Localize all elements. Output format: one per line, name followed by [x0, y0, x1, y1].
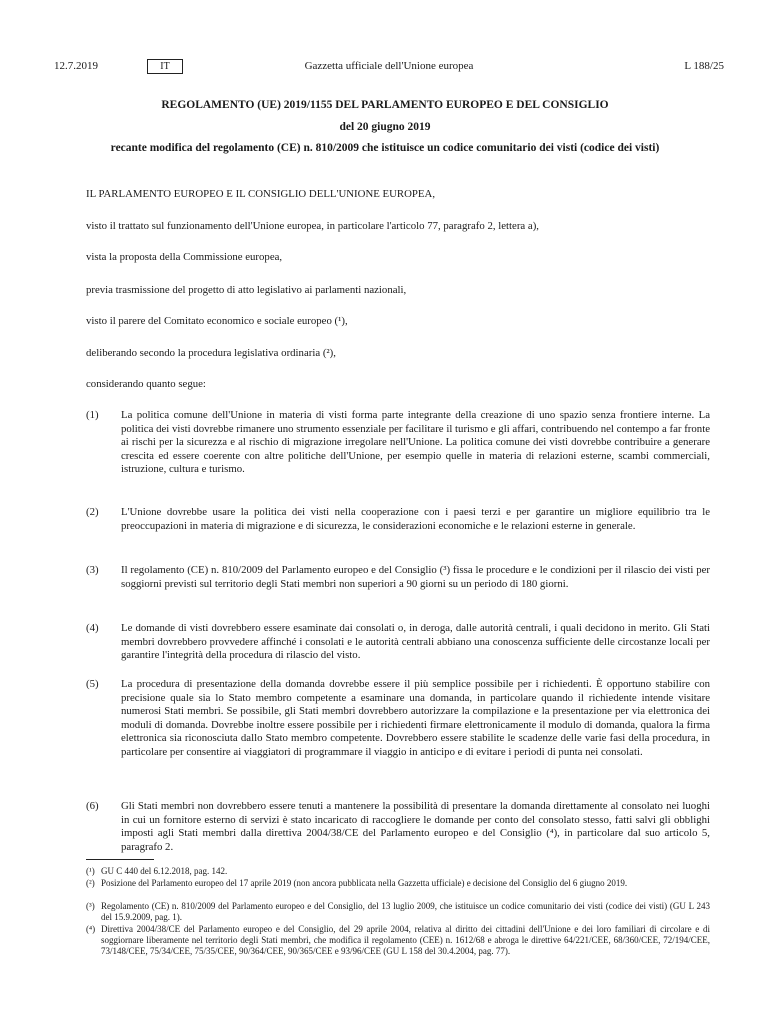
recital-text: La procedura di presentazione della domanda dovrebbe essere il più semplice possibile per i richiedenti. È opportuno stabilire con precisione quale sia lo Stato membro competente a esaminare una domanda, in particolare quando il richiedente intende visitare numerosi Stati membri. Se possibile, gli Stati membri dovrebbero autorizzare la compilazione e la presentazione per via elettronica dei moduli di domanda. Dovrebbe inoltre essere possibile per i richiedenti firmare elettronicamente il modulo di domanda, qualora la firma elettronica sia riconosciuta dallo Stato membro competente. Dovrebbero essere stabilite le scadenze delle varie fasi della procedura, in particolare per consentire ai viaggiatori di programmare il viaggio in anticipo e di evitare i periodi di punta nei consolati.: [121, 678, 710, 758]
preamble-line: vista la proposta della Commissione europea,: [86, 251, 283, 263]
footnote-number: (²): [86, 878, 95, 888]
regulation-date: del 20 giugno 2019: [339, 121, 431, 133]
recital-number: (3): [86, 564, 99, 576]
recital-text: La politica comune dell'Unione in materia di visti forma parte integrante della creazione di uno spazio senza frontiere interne. La politica dei visti dovrebbe rimanere uno strumento essenziale per facilitare il turismo e gli affari, contribuendo nel contempo a far fronte ai rischi per la sicurezza e al rischio di migrazione irregolare nell'Unione. La politica comune dei visti dovrebbe contribuire a generare crescita ed essere coerente con altre politiche dell'Unione, per esempio quelle in materia di relazioni esterne, scambi commerciali, istruzione, cultura e turismo.: [121, 409, 710, 475]
footnote: [86, 866, 710, 877]
regulation-subject: recante modifica del regolamento (CE) n. 810/2009 che istituisce un codice comunitario dei visti (codice dei visti): [110, 142, 660, 154]
recital-text: L'Unione dovrebbe usare la politica dei visti nella cooperazione con i paesi terzi e per garantire un migliore equilibrio tra le preoccupazioni in materia di migrazione e di sicurezza, le considerazioni economiche e le relazioni esterne in generale.: [121, 506, 710, 532]
publication-date: 12.7.2019: [54, 60, 98, 72]
regulation-title: REGOLAMENTO (UE) 2019/1155 DEL PARLAMENTO EUROPEO E DEL CONSIGLIO: [161, 99, 609, 111]
footnote-text: Posizione del Parlamento europeo del 17 aprile 2019 (non ancora pubblicata nella Gazzetta ufficiale) e decisione del Consiglio del 6 giugno 2019.: [101, 878, 628, 888]
footnote-text: Direttiva 2004/38/CE del Parlamento europeo e del Consiglio, del 29 aprile 2004, relativa al diritto dei cittadini dell'Unione e dei loro familiari di circolare e di soggiornare liberamente nel territorio degli Stati membri, che modifica il regolamento (CEE) n. 1612/68 e abroga le direttive 64/221/CEE, 68/360/CEE, 72/194/CEE, 73/148/CEE, 75/34/CEE, 75/35/CEE, 90/364/CEE, 90/365/CEE e 93/96/CEE (GU L 158 del 30.4.2004, pag. 77).: [101, 924, 710, 956]
language-badge: IT: [147, 59, 183, 74]
preamble-line: visto il parere del Comitato economico e sociale europeo (¹),: [86, 315, 348, 327]
footnote: [86, 878, 710, 889]
preamble-line: considerando quanto segue:: [86, 378, 206, 390]
footnote-divider: [86, 859, 154, 860]
footnote-number: (³): [86, 901, 95, 911]
recital-text: Gli Stati membri non dovrebbero essere tenuti a mantenere la possibilità di presentare la domanda direttamente al consolato nei luoghi in cui un fornitore esterno di servizi è stato incaricato di raccogliere le domande per conto del consolato stesso, fatti salvi gli obblighi imposti agli Stati membri dalla direttiva 2004/38/CE del Parlamento europeo e del Consiglio (⁴), in particolare dal suo articolo 5, paragrafo 2.: [121, 800, 710, 853]
footnote-number: (¹): [86, 866, 95, 876]
recital: [86, 564, 710, 591]
preamble-line: IL PARLAMENTO EUROPEO E IL CONSIGLIO DELL'UNIONE EUROPEA,: [86, 188, 436, 200]
preamble-line: visto il trattato sul funzionamento dell'Unione europea, in particolare l'articolo 77, paragrafo 2, lettera a),: [86, 220, 539, 232]
recital-number: (1): [86, 409, 99, 421]
recital-number: (4): [86, 622, 99, 634]
preamble-line: previa trasmissione del progetto di atto legislativo ai parlamenti nazionali,: [86, 284, 407, 296]
publication-name: Gazzetta ufficiale dell'Unione europea: [304, 60, 474, 72]
page-header: [54, 60, 724, 76]
recital: [86, 409, 710, 477]
recital-number: (5): [86, 678, 99, 690]
recital: [86, 622, 710, 663]
recital-number: (2): [86, 506, 99, 518]
recital-number: (6): [86, 800, 99, 812]
preamble-line: deliberando secondo la procedura legislativa ordinaria (²),: [86, 347, 336, 359]
recital: [86, 800, 710, 854]
recital-text: Le domande di visti dovrebbero essere esaminate dai consolati o, in deroga, dalle autorità centrali, i quali decidono in merito. Gli Stati membri dovrebbero provvedere affinché i consolati e le autorità centrali abbiano una conoscenza sufficiente delle circostanze locali per garantire l'integrità della procedura di rilascio del visto.: [121, 622, 710, 661]
footnote-text: GU C 440 del 6.12.2018, pag. 142.: [101, 866, 228, 876]
recital: [86, 506, 710, 533]
footnote: [86, 901, 710, 923]
recital-text: Il regolamento (CE) n. 810/2009 del Parlamento europeo e del Consiglio (³) fissa le procedure e le condizioni per il rilascio dei visti per soggiorni previsti sul territorio degli Stati membri non superiori a 90 giorni su un periodo di 180 giorni.: [121, 564, 710, 590]
page-reference: L 188/25: [684, 60, 724, 72]
footnote-text: Regolamento (CE) n. 810/2009 del Parlamento europeo e del Consiglio, del 13 luglio 2009, che istituisce un codice comunitario dei visti (codice dei visti) (GU L 243 del 15.9.2009, pag. 1).: [101, 901, 710, 922]
footnote-number: (⁴): [86, 924, 96, 934]
recital: [86, 678, 710, 759]
footnote: [86, 924, 710, 957]
